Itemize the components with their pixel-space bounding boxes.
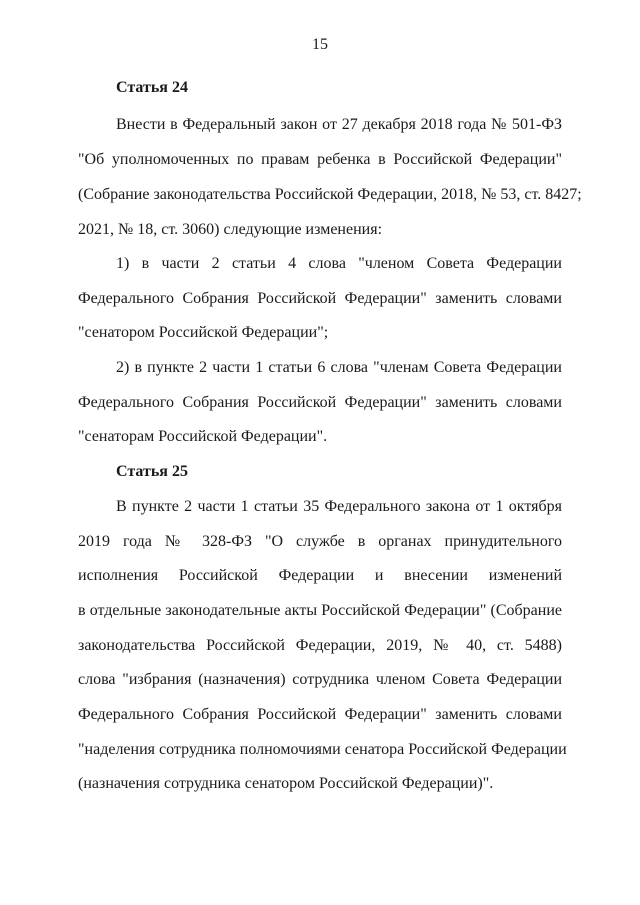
article-25-body-line: (назначения сотрудника сенатором Российской Федерации)". bbox=[78, 775, 494, 792]
article-25-body-line: слова "избрания (назначения) сотрудника членом Совета Федерации bbox=[78, 671, 562, 688]
article-24-item-2-line: "сенаторам Российской Федерации". bbox=[78, 428, 328, 445]
article-25-body-line: законодательства Российской Федерации, 2019, № 40, ст. 5488) bbox=[78, 637, 562, 654]
article-24-item-2-line: Федерального Собрания Российской Федерации" заменить словами bbox=[78, 394, 562, 411]
article-24-item-1-line: Федерального Собрания Российской Федерации" заменить словами bbox=[78, 290, 562, 307]
article-25-body-line: В пункте 2 части 1 статьи 35 Федерального закона от 1 октября bbox=[116, 498, 562, 515]
article-25-body-line: в отдельные законодательные акты Российской Федерации" (Собрание bbox=[78, 602, 562, 619]
page-number: 15 bbox=[312, 36, 328, 53]
article-25-body-line: 2019 года № 328-ФЗ "О службе в органах принудительного bbox=[78, 533, 562, 550]
article-24-intro-line: Внести в Федеральный закон от 27 декабря 2018 года № 501-ФЗ bbox=[116, 116, 562, 133]
article-25-body-line: "наделения сотрудника полномочиями сенатора Российской Федерации bbox=[78, 741, 567, 758]
article-24-intro-line: "Об уполномоченных по правам ребенка в Российской Федерации" bbox=[78, 151, 562, 168]
article-24-item-2-line: 2) в пункте 2 части 1 статьи 6 слова "членам Совета Федерации bbox=[116, 359, 562, 376]
article-24-intro-line: (Собрание законодательства Российской Федерации, 2018, № 53, ст. 8427; bbox=[78, 186, 582, 203]
article-24-item-1-line: 1) в части 2 статьи 4 слова "членом Совета Федерации bbox=[116, 255, 562, 272]
article-24-intro-line: 2021, № 18, ст. 3060) следующие изменения: bbox=[78, 221, 383, 238]
article-24-item-1-line: "сенатором Российской Федерации"; bbox=[78, 324, 329, 341]
article-25-heading: Статья 25 bbox=[116, 463, 188, 480]
article-25-body-line: Федерального Собрания Российской Федерации" заменить словами bbox=[78, 706, 562, 723]
article-24-heading: Статья 24 bbox=[116, 79, 188, 96]
article-25-body-line: исполнения Российской Федерации и внесении изменений bbox=[78, 567, 562, 584]
